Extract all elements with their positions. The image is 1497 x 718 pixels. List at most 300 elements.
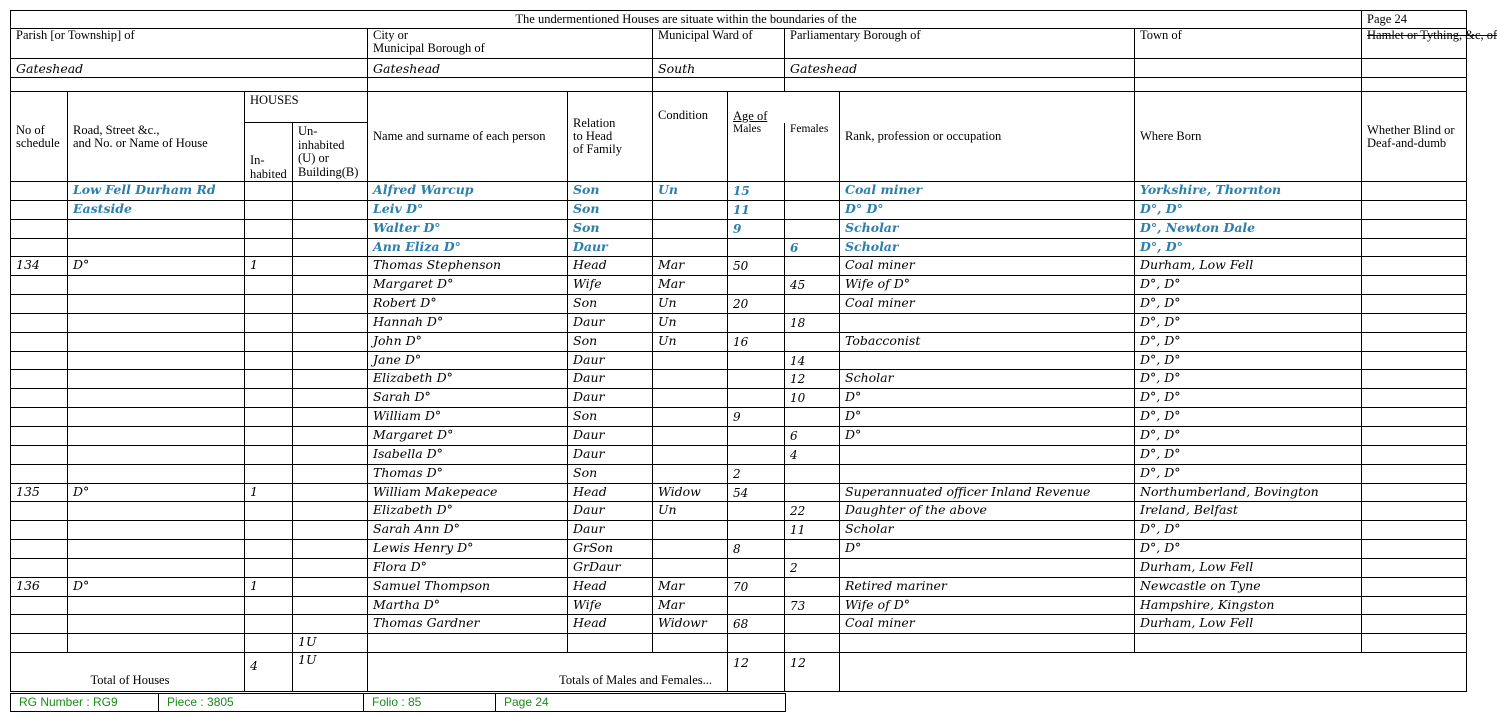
col-age-of: Age of (728, 92, 840, 123)
person-name-cell: Thomas Gardner (368, 615, 568, 634)
road-cell (68, 502, 245, 521)
city-label-line: City or (373, 28, 409, 42)
schedule-cell (11, 521, 68, 540)
person-name-cell: Thomas D° (368, 464, 568, 483)
relation-cell: Son (568, 464, 653, 483)
boundaries-row (11, 11, 1467, 29)
birthplace-cell: Durham, Low Fell (1135, 257, 1362, 276)
schedule-cell (11, 370, 68, 389)
male-age-cell: 8 (728, 540, 785, 559)
totals-blank (840, 653, 1467, 692)
occupation-cell (840, 445, 1135, 464)
inhabited-cell (245, 540, 293, 559)
blind-cell (1362, 426, 1467, 445)
piece-number: Piece : 3805 (159, 694, 364, 711)
occupation-cell: D° (840, 408, 1135, 427)
relation-cell: Wife (568, 276, 653, 295)
birthplace-cell (1135, 634, 1362, 653)
road-cell (68, 445, 245, 464)
condition-cell (653, 238, 728, 257)
table-row (11, 219, 1467, 238)
male-age-cell: 68 (728, 615, 785, 634)
schedule-cell (11, 596, 68, 615)
condition-cell (653, 408, 728, 427)
blind-cell (1362, 332, 1467, 351)
table-row (11, 464, 1467, 483)
occupation-cell (840, 464, 1135, 483)
table-row (11, 408, 1467, 427)
table-row (11, 351, 1467, 370)
table-row (11, 295, 1467, 314)
person-name-cell: Samuel Thompson (368, 577, 568, 596)
condition-cell: Un (653, 182, 728, 201)
male-age-cell: 70 (728, 577, 785, 596)
uninhabited-cell (293, 521, 368, 540)
town-label: Town of (1135, 29, 1362, 59)
birthplace-cell: D°, D° (1135, 332, 1362, 351)
uninhabited-cell (293, 370, 368, 389)
relation-cell: Wife (568, 596, 653, 615)
district-labels-row (11, 29, 1467, 59)
birthplace-cell: D°, D° (1135, 464, 1362, 483)
city-label-line: Municipal Borough of (373, 41, 485, 55)
person-name-cell: Jane D° (368, 351, 568, 370)
inhabited-cell: 1 (245, 257, 293, 276)
condition-cell (653, 426, 728, 445)
person-name-cell: Thomas Stephenson (368, 257, 568, 276)
birthplace-cell: D°, D° (1135, 238, 1362, 257)
male-age-cell (728, 426, 785, 445)
birthplace-cell: D°, Newton Dale (1135, 219, 1362, 238)
ward-label: Municipal Ward of (653, 29, 785, 59)
road-cell (68, 332, 245, 351)
table-row (11, 577, 1467, 596)
condition-cell: Un (653, 295, 728, 314)
schedule-cell (11, 445, 68, 464)
col-blind-line: Deaf-and-dumb (1367, 135, 1447, 150)
table-row (11, 615, 1467, 634)
col-name: Name and surname of each person (368, 92, 568, 182)
col-schedule-line: schedule (16, 135, 60, 150)
female-age-cell (785, 577, 840, 596)
uninhabited-cell (293, 332, 368, 351)
inhabited-cell (245, 426, 293, 445)
person-name-cell: William Makepeace (368, 483, 568, 502)
reference-footer (10, 693, 786, 712)
birthplace-cell: D°, D° (1135, 521, 1362, 540)
road-cell: D° (68, 257, 245, 276)
relation-cell: Daur (568, 313, 653, 332)
col-inhabited-line: In- (250, 153, 265, 167)
road-cell (68, 276, 245, 295)
female-age-cell: 12 (785, 370, 840, 389)
blind-cell (1362, 445, 1467, 464)
parl-label: Parliamentary Borough of (785, 29, 1135, 59)
city-label (368, 29, 653, 59)
occupation-cell: Tobacconist (840, 332, 1135, 351)
occupation-cell: Retired mariner (840, 577, 1135, 596)
blind-cell (1362, 540, 1467, 559)
table-row (11, 182, 1467, 201)
parish-label: Parish [or Township] of (11, 29, 368, 59)
road-cell: D° (68, 577, 245, 596)
table-row (11, 200, 1467, 219)
uninhabited-cell (293, 389, 368, 408)
male-age-cell: 2 (728, 464, 785, 483)
city-value: Gateshead (368, 59, 653, 78)
schedule-cell (11, 634, 68, 653)
schedule-cell (11, 238, 68, 257)
page-label: Page 24 (1362, 11, 1467, 29)
folio-number: Folio : 85 (364, 694, 496, 711)
female-age-cell: 2 (785, 558, 840, 577)
column-header-row-1 (11, 92, 1467, 123)
birthplace-cell: D°, D° (1135, 408, 1362, 427)
road-cell: D° (68, 483, 245, 502)
col-occupation: Rank, profession or occupation (840, 92, 1135, 182)
inhabited-cell (245, 389, 293, 408)
birthplace-cell: D°, D° (1135, 370, 1362, 389)
inhabited-cell (245, 558, 293, 577)
road-cell (68, 219, 245, 238)
relation-cell (568, 634, 653, 653)
blind-cell (1362, 464, 1467, 483)
female-age-cell (785, 615, 840, 634)
condition-cell (653, 389, 728, 408)
road-cell (68, 521, 245, 540)
inhabited-cell (245, 200, 293, 219)
female-age-cell (785, 332, 840, 351)
occupation-cell: Coal miner (840, 257, 1135, 276)
uninhabited-cell (293, 276, 368, 295)
occupation-cell: D° D° (840, 200, 1135, 219)
person-name-cell: Margaret D° (368, 426, 568, 445)
birthplace-cell: D°, D° (1135, 389, 1362, 408)
col-inhabited (245, 123, 293, 182)
table-row (11, 313, 1467, 332)
inhabited-cell: 1 (245, 483, 293, 502)
road-cell (68, 634, 245, 653)
birthplace-cell: Yorkshire, Thornton (1135, 182, 1362, 201)
spacer-cell (368, 78, 653, 92)
condition-cell (653, 219, 728, 238)
schedule-cell (11, 219, 68, 238)
total-uninhabited: 1U (293, 653, 368, 692)
uninhabited-cell (293, 295, 368, 314)
relation-cell: Daur (568, 445, 653, 464)
col-blind-line: Whether Blind or (1367, 122, 1455, 137)
hamlet-value (1362, 59, 1467, 78)
male-age-cell: 11 (728, 200, 785, 219)
uninhabited-cell (293, 502, 368, 521)
col-road (68, 92, 245, 182)
blind-cell (1362, 521, 1467, 540)
relation-cell: Head (568, 257, 653, 276)
spacer-cell (785, 78, 1135, 92)
uninhabited-cell (293, 313, 368, 332)
road-cell (68, 351, 245, 370)
person-name-cell: Lewis Henry D° (368, 540, 568, 559)
blind-cell (1362, 276, 1467, 295)
road-cell (68, 313, 245, 332)
male-age-cell: 9 (728, 408, 785, 427)
uninhabited-cell (293, 426, 368, 445)
totals-row (11, 653, 1467, 692)
col-blind (1362, 92, 1467, 182)
schedule-cell: 136 (11, 577, 68, 596)
inhabited-cell (245, 351, 293, 370)
birthplace-cell: D°, D° (1135, 351, 1362, 370)
condition-cell (653, 200, 728, 219)
blind-cell (1362, 596, 1467, 615)
col-where-born: Where Born (1135, 92, 1362, 182)
female-age-cell: 73 (785, 596, 840, 615)
person-name-cell: Robert D° (368, 295, 568, 314)
inhabited-cell (245, 219, 293, 238)
female-age-cell (785, 257, 840, 276)
table-row (11, 426, 1467, 445)
census-table (10, 10, 1497, 692)
male-age-cell (728, 389, 785, 408)
occupation-cell (840, 351, 1135, 370)
boundaries-label: The undermentioned Houses are situate within the boundaries of the (11, 11, 1362, 29)
schedule-cell (11, 351, 68, 370)
birthplace-cell: Ireland, Belfast (1135, 502, 1362, 521)
person-name-cell: Hannah D° (368, 313, 568, 332)
road-cell (68, 464, 245, 483)
uninhabited-cell (293, 257, 368, 276)
occupation-cell: D° (840, 540, 1135, 559)
birthplace-cell: D°, D° (1135, 426, 1362, 445)
blind-cell (1362, 389, 1467, 408)
col-road-line: and No. or Name of House (73, 135, 208, 150)
inhabited-cell: 1 (245, 577, 293, 596)
uninhabited-cell (293, 445, 368, 464)
inhabited-cell (245, 502, 293, 521)
female-age-cell: 6 (785, 426, 840, 445)
table-row (11, 634, 1467, 653)
uninhabited-cell (293, 577, 368, 596)
birthplace-cell: D°, D° (1135, 313, 1362, 332)
birthplace-cell: D°, D° (1135, 276, 1362, 295)
blind-cell (1362, 577, 1467, 596)
blind-cell (1362, 219, 1467, 238)
relation-cell: Son (568, 200, 653, 219)
table-row (11, 502, 1467, 521)
table-row (11, 276, 1467, 295)
col-uninhabited-line: (U) or (298, 151, 329, 165)
condition-cell: Un (653, 502, 728, 521)
col-road-line: Road, Street &c., (73, 122, 160, 137)
table-row (11, 483, 1467, 502)
birthplace-cell: Durham, Low Fell (1135, 615, 1362, 634)
spacer-row (11, 78, 1467, 92)
inhabited-cell (245, 370, 293, 389)
condition-cell: Widow (653, 483, 728, 502)
occupation-cell: Coal miner (840, 615, 1135, 634)
relation-cell: GrDaur (568, 558, 653, 577)
road-cell: Low Fell Durham Rd (68, 182, 245, 201)
occupation-cell: Coal miner (840, 182, 1135, 201)
birthplace-cell: Newcastle on Tyne (1135, 577, 1362, 596)
condition-cell: Un (653, 332, 728, 351)
birthplace-cell: Durham, Low Fell (1135, 558, 1362, 577)
person-name-cell: Alfred Warcup (368, 182, 568, 201)
inhabited-cell (245, 238, 293, 257)
schedule-cell (11, 389, 68, 408)
road-cell (68, 558, 245, 577)
col-relation-line: to Head (573, 129, 613, 143)
male-age-cell (728, 558, 785, 577)
uninhabited-cell (293, 483, 368, 502)
female-age-cell (785, 182, 840, 201)
occupation-cell: Scholar (840, 370, 1135, 389)
road-cell (68, 370, 245, 389)
blind-cell (1362, 200, 1467, 219)
person-name-cell: John D° (368, 332, 568, 351)
table-row (11, 558, 1467, 577)
blind-cell (1362, 408, 1467, 427)
occupation-cell (840, 558, 1135, 577)
schedule-cell (11, 408, 68, 427)
female-age-cell: 4 (785, 445, 840, 464)
inhabited-cell (245, 521, 293, 540)
col-males: Males (728, 123, 785, 182)
occupation-cell: D° (840, 426, 1135, 445)
inhabited-cell (245, 596, 293, 615)
table-row (11, 540, 1467, 559)
condition-cell (653, 558, 728, 577)
relation-cell: Son (568, 408, 653, 427)
occupation-cell: Scholar (840, 219, 1135, 238)
road-cell (68, 596, 245, 615)
male-age-cell: 50 (728, 257, 785, 276)
person-name-cell: Margaret D° (368, 276, 568, 295)
occupation-cell (840, 313, 1135, 332)
male-age-cell: 20 (728, 295, 785, 314)
condition-cell: Mar (653, 577, 728, 596)
relation-cell: Son (568, 182, 653, 201)
female-age-cell: 45 (785, 276, 840, 295)
col-houses: HOUSES (245, 92, 368, 123)
spacer-cell (1135, 78, 1362, 92)
uninhabited-cell (293, 408, 368, 427)
relation-cell: Daur (568, 238, 653, 257)
parish-value: Gateshead (11, 59, 368, 78)
inhabited-cell (245, 615, 293, 634)
total-females: 12 (785, 653, 840, 692)
uninhabited-cell (293, 219, 368, 238)
schedule-cell (11, 540, 68, 559)
occupation-cell: Wife of D° (840, 596, 1135, 615)
female-age-cell (785, 540, 840, 559)
birthplace-cell: Hampshire, Kingston (1135, 596, 1362, 615)
total-houses-label: Total of Houses (11, 653, 245, 692)
inhabited-cell (245, 445, 293, 464)
person-name-cell: Isabella D° (368, 445, 568, 464)
schedule-cell (11, 295, 68, 314)
occupation-cell (840, 634, 1135, 653)
condition-cell (653, 351, 728, 370)
col-uninhabited-line: Un- (298, 124, 318, 138)
inhabited-cell (245, 332, 293, 351)
road-cell (68, 540, 245, 559)
inhabited-cell (245, 276, 293, 295)
road-cell (68, 238, 245, 257)
inhabited-cell (245, 182, 293, 201)
schedule-cell (11, 502, 68, 521)
relation-cell: Head (568, 483, 653, 502)
blind-cell (1362, 558, 1467, 577)
uninhabited-cell (293, 200, 368, 219)
female-age-cell: 14 (785, 351, 840, 370)
condition-cell (653, 445, 728, 464)
col-females: Females (785, 123, 840, 182)
female-age-cell (785, 408, 840, 427)
blind-cell (1362, 634, 1467, 653)
schedule-cell (11, 182, 68, 201)
male-age-cell: 9 (728, 219, 785, 238)
total-males: 12 (728, 653, 785, 692)
table-row (11, 521, 1467, 540)
male-age-cell (728, 370, 785, 389)
relation-cell: Son (568, 295, 653, 314)
occupation-cell: Superannuated officer Inland Revenue (840, 483, 1135, 502)
relation-cell: Head (568, 615, 653, 634)
blind-cell (1362, 351, 1467, 370)
condition-cell: Mar (653, 257, 728, 276)
blind-cell (1362, 370, 1467, 389)
condition-cell: Mar (653, 596, 728, 615)
condition-cell: Un (653, 313, 728, 332)
table-row (11, 332, 1467, 351)
condition-cell (653, 634, 728, 653)
occupation-cell: Coal miner (840, 295, 1135, 314)
col-uninhabited (293, 123, 368, 182)
blind-cell (1362, 238, 1467, 257)
person-name-cell: Walter D° (368, 219, 568, 238)
uninhabited-cell (293, 464, 368, 483)
uninhabited-cell (293, 596, 368, 615)
condition-cell: Widowr (653, 615, 728, 634)
spacer-cell (1362, 78, 1467, 92)
person-name-cell: Sarah D° (368, 389, 568, 408)
spacer-cell (653, 78, 785, 92)
occupation-cell: Wife of D° (840, 276, 1135, 295)
road-cell (68, 295, 245, 314)
female-age-cell (785, 483, 840, 502)
occupation-cell: Scholar (840, 521, 1135, 540)
page-number: Page 24 (504, 695, 549, 709)
town-value (1135, 59, 1362, 78)
table-row (11, 389, 1467, 408)
birthplace-cell: D°, D° (1135, 200, 1362, 219)
uninhabited-cell (293, 238, 368, 257)
col-condition: Condition (653, 92, 728, 182)
person-name-cell: Elizabeth D° (368, 370, 568, 389)
blind-cell (1362, 182, 1467, 201)
relation-cell: Daur (568, 502, 653, 521)
schedule-cell (11, 464, 68, 483)
person-name-cell: Elizabeth D° (368, 502, 568, 521)
occupation-cell: Scholar (840, 238, 1135, 257)
schedule-cell: 134 (11, 257, 68, 276)
person-name-cell: William D° (368, 408, 568, 427)
male-age-cell (728, 502, 785, 521)
male-age-cell (728, 634, 785, 653)
condition-cell: Mar (653, 276, 728, 295)
blind-cell (1362, 483, 1467, 502)
